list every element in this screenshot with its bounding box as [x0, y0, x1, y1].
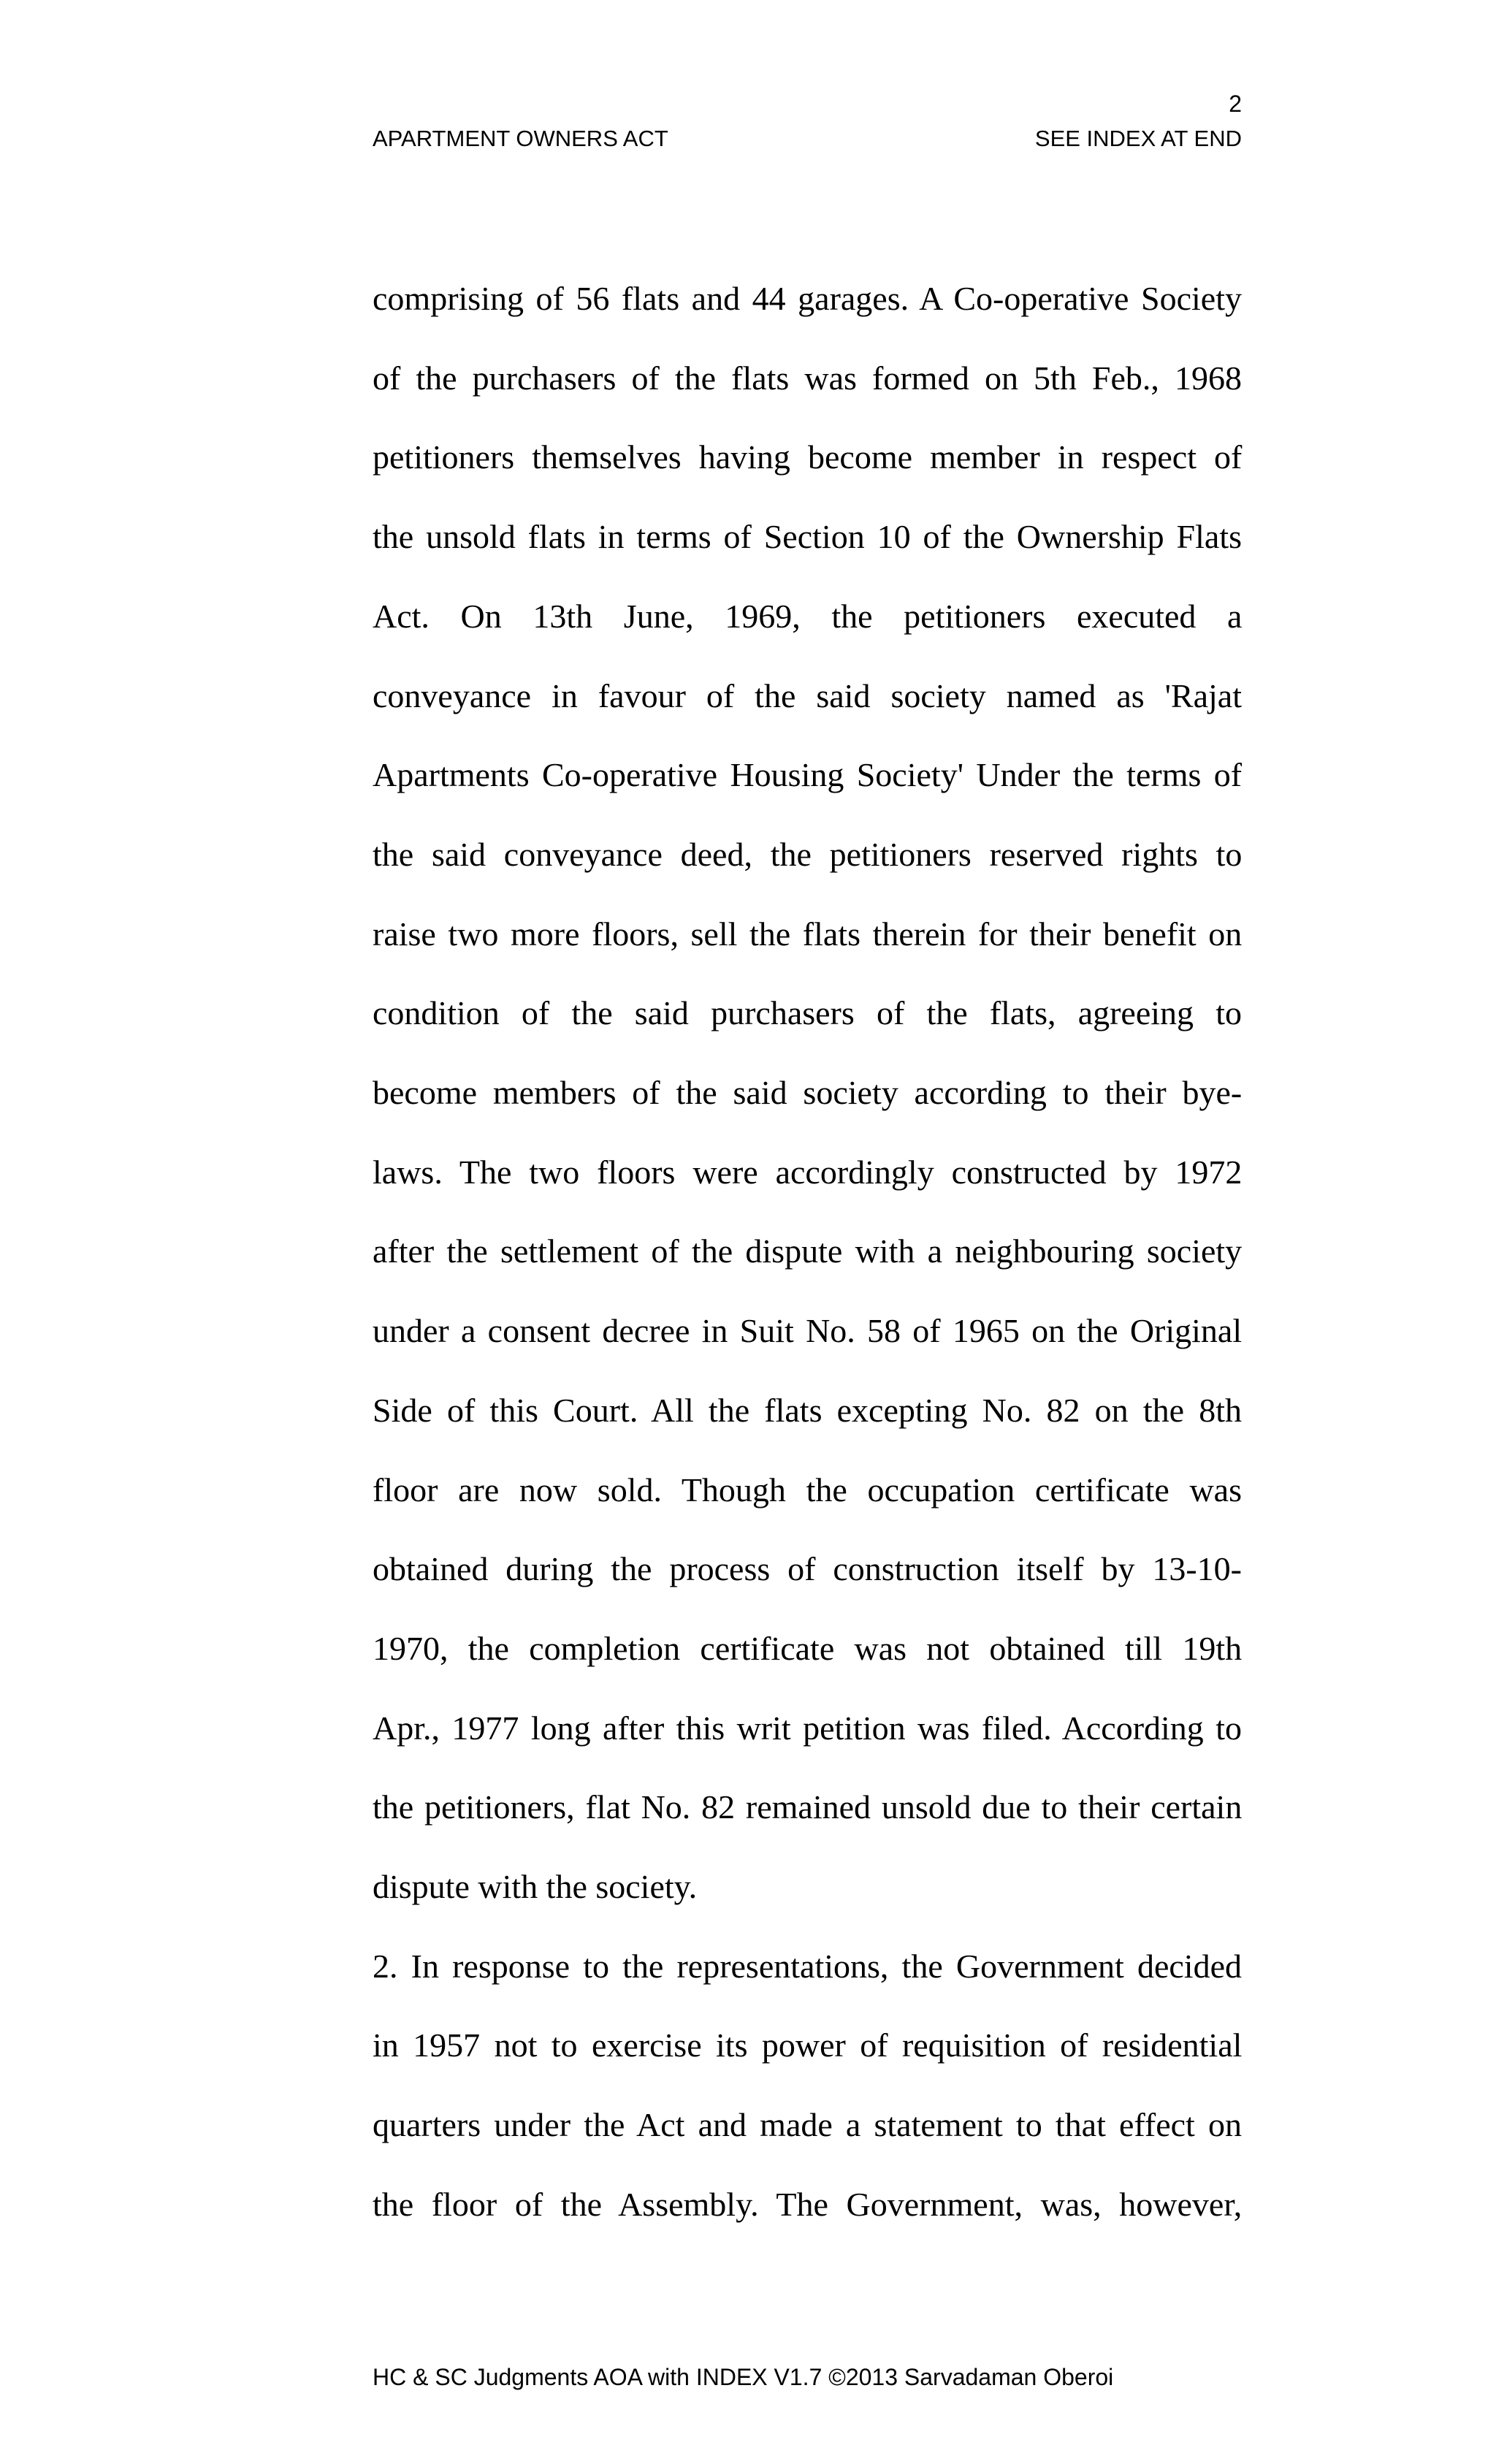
- text-line: dispute with the society.: [373, 1868, 698, 1906]
- text-line: condition of the said purchasers of the flats, agreeing to: [373, 994, 1242, 1032]
- text-line: in 1957 not to exercise its power of requisition of residential: [373, 2026, 1243, 2064]
- text-line: of the purchasers of the flats was formed on 5th Feb., 1968: [373, 359, 1242, 397]
- text-line: comprising of 56 flats and 44 garages. A Co-operative Society: [373, 280, 1242, 317]
- text-line: raise two more floors, sell the flats therein for their benefit on: [373, 915, 1243, 953]
- text-line: Apartments Co-operative Housing Society' Under the terms of: [373, 756, 1243, 794]
- text-line: Act. On 13th June, 1969, the petitioners executed a: [373, 597, 1243, 635]
- text-line: the floor of the Assembly. The Government, was, however,: [373, 2185, 1243, 2223]
- header-index-note: SEE INDEX AT END: [1034, 126, 1242, 151]
- paragraph-2: [373, 1927, 1242, 2245]
- page-header: [373, 123, 1242, 155]
- text-line: conveyance in favour of the said society named as 'Rajat: [373, 676, 1242, 714]
- text-line: the unsold flats in terms of Section 10 of the Ownership Flats: [373, 518, 1242, 556]
- page-footer: HC & SC Judgments AOA with INDEX V1.7 ©2013 Sarvadaman Oberoi: [373, 2364, 1114, 2390]
- text-line: Side of this Court. All the flats excepting No. 82 on the 8th: [373, 1391, 1242, 1429]
- text-line: the petitioners, flat No. 82 remained unsold due to their certain: [373, 1788, 1243, 1826]
- text-line: floor are now sold. Though the occupation certificate was: [373, 1471, 1242, 1508]
- text-line: under a consent decree in Suit No. 58 of 1965 on the Original: [373, 1312, 1243, 1350]
- text-line: Apr., 1977 long after this writ petition was filed. According to: [373, 1709, 1242, 1747]
- document-body: [373, 259, 1242, 2245]
- text-line: 1970, the completion certificate was not obtained till 19th: [373, 1629, 1243, 1667]
- text-line: the said conveyance deed, the petitioners reserved rights to: [373, 835, 1243, 873]
- text-line: 2. In response to the representations, the Government decided: [373, 1947, 1242, 1985]
- text-line: become members of the said society according to their bye-: [373, 1074, 1243, 1112]
- text-line: after the settlement of the dispute with a neighbouring society: [373, 1232, 1243, 1270]
- text-line: quarters under the Act and made a statement to that effect on: [373, 2106, 1242, 2144]
- text-line: laws. The two floors were accordingly constructed by 1972: [373, 1153, 1243, 1191]
- paragraph-1: [373, 259, 1242, 1927]
- header-title: APARTMENT OWNERS ACT: [373, 126, 668, 151]
- text-line: petitioners themselves having become member in respect of: [373, 438, 1243, 476]
- page-number: 2: [1229, 91, 1242, 117]
- text-line: obtained during the process of construction itself by 13-10-: [373, 1550, 1242, 1588]
